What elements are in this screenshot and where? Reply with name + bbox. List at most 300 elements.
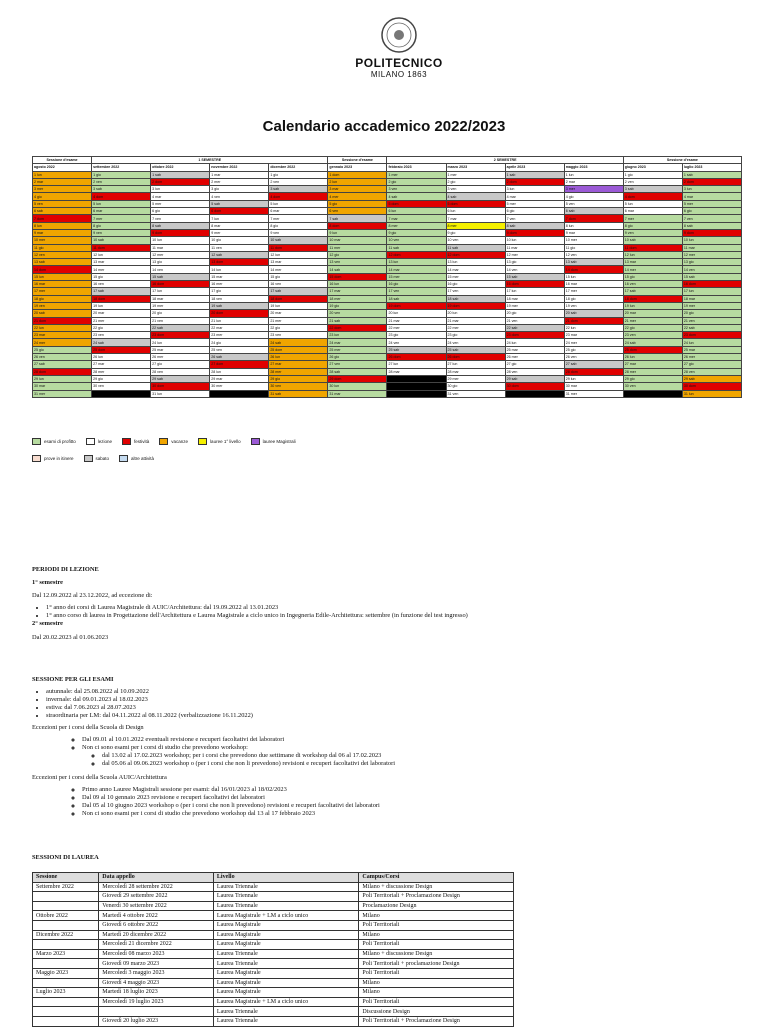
calendar-day-cell: 16 dom	[682, 281, 741, 288]
calendar-day-cell: 23 lun	[328, 332, 387, 339]
table-cell: Proclamazione Design	[359, 901, 514, 911]
sem2-heading: 2° semestre	[32, 620, 64, 627]
table-cell	[33, 940, 99, 950]
calendar-day-cell: 27 lun	[387, 361, 446, 368]
calendar-day-cell: 14 dom	[564, 266, 623, 273]
table-cell: Laurea Triennale	[213, 959, 358, 969]
calendar-day-cell: 20 lun	[446, 310, 505, 317]
legend-swatch	[119, 455, 128, 462]
calendar-day-cell: 8 gio	[92, 222, 151, 229]
table-cell: Poli Territoriali + Proclamazione Design	[359, 1016, 514, 1026]
calendar-day-cell: 5 mer	[505, 200, 564, 207]
calendar-day-cell: 1 lun	[564, 171, 623, 178]
calendar-day-cell: 25 mer	[328, 346, 387, 353]
calendar-day-cell: 4 sab	[387, 193, 446, 200]
table-cell: Mercoledì 28 settembre 2022	[99, 882, 214, 892]
table-cell: Giovedì 6 ottobre 2022	[99, 920, 214, 930]
calendar-day-cell: 20 lun	[387, 310, 446, 317]
calendar-day-cell: 15 sab	[682, 273, 741, 280]
table-cell: Poli Territoriali	[359, 997, 514, 1007]
calendar-day-cell: 3 ven	[387, 186, 446, 193]
calendar-day-cell: 20 gio	[682, 310, 741, 317]
list-item: ◦ Dal 09 al 10 gennaio 2023 revisione e recuperi facoltativi dei laboratori	[82, 794, 732, 802]
calendar-day-cell: 4 sab	[446, 193, 505, 200]
calendar-day-cell: 5 dom	[387, 200, 446, 207]
calendar-day-cell: 20 ven	[328, 310, 387, 317]
calendar-day-cell: 28 dom	[564, 368, 623, 375]
calendar-day-cell: 8 mer	[446, 222, 505, 229]
calendar-day-cell: 16 dom	[505, 281, 564, 288]
seal-icon	[380, 16, 418, 54]
table-cell: Martedì 20 dicembre 2022	[99, 930, 214, 940]
calendar-day-cell: 19 lun	[269, 302, 328, 309]
table-cell: Laurea Triennale	[213, 892, 358, 902]
calendar-day-cell: 13 lun	[387, 259, 446, 266]
calendar-day-cell: 18 dom	[92, 295, 151, 302]
calendar-day-cell: 20 mar	[623, 310, 682, 317]
table-cell: Mercoledì 3 maggio 2023	[99, 968, 214, 978]
calendar-month-header: ottobre 2022	[151, 164, 210, 171]
legend-label: lezione	[97, 439, 113, 444]
calendar-day-cell: 5 mer	[151, 200, 210, 207]
list-item: • autunnale: dal 25.08.2022 al 10.09.2022	[46, 688, 732, 696]
calendar-day-cell: 6 gio	[682, 208, 741, 215]
calendar-day-cell: 12 ven	[564, 251, 623, 258]
calendar-day-cell: 20 sab	[564, 310, 623, 317]
calendar-day-cell: 19 lun	[92, 302, 151, 309]
calendar-day-cell: 6 gio	[505, 208, 564, 215]
calendar-month-header: agosto 2022	[33, 164, 92, 171]
calendar-day-cell: 28 mar	[446, 368, 505, 375]
calendar-day-cell: 10 ven	[446, 237, 505, 244]
calendar-day-cell: 16 mar	[33, 281, 92, 288]
calendar-day-cell: 6 mar	[623, 208, 682, 215]
calendar-day-cell: 3 lun	[682, 186, 741, 193]
calendar-day-cell: 21 mer	[92, 317, 151, 324]
calendar-day-cell: 17 gio	[210, 288, 269, 295]
calendar-day-cell: 14 dom	[33, 266, 92, 273]
calendar-day-cell: 12 lun	[269, 251, 328, 258]
calendar-day-cell: 2 gio	[446, 178, 505, 185]
calendar-day-cell: 9 dom	[151, 229, 210, 236]
table-cell	[99, 1007, 214, 1017]
calendar-day-cell: 25 ven	[210, 346, 269, 353]
calendar-day-cell: 19 mer	[682, 302, 741, 309]
calendar-day-cell: 16 dom	[151, 281, 210, 288]
calendar-day-cell: 7 sab	[328, 215, 387, 222]
calendar-day-cell: 11 sab	[446, 244, 505, 251]
calendar-day-cell: 1 gio	[623, 171, 682, 178]
calendar-day-cell: 20 dom	[210, 310, 269, 317]
calendar-day-cell: 18 ven	[210, 295, 269, 302]
calendar-day-cell: 2 gio	[387, 178, 446, 185]
calendar-day-cell: 14 mar	[446, 266, 505, 273]
calendar-day-cell: 23 mer	[210, 332, 269, 339]
legend-label: sabato	[95, 456, 110, 461]
list-item: • estiva: dal 7.06.2023 al 28.07.2023	[46, 704, 732, 712]
calendar-day-cell: 9 ven	[269, 229, 328, 236]
calendar-day-cell: 15 gio	[623, 273, 682, 280]
calendar-day-cell: 24 mer	[33, 339, 92, 346]
legend-swatch	[32, 455, 41, 462]
calendar-day-cell: 12 lun	[92, 251, 151, 258]
calendar-day-cell: 8 sab	[682, 222, 741, 229]
academic-calendar-grid	[32, 156, 742, 398]
calendar-day-cell: 4 mar	[151, 193, 210, 200]
calendar-month-header: aprile 2023	[505, 164, 564, 171]
calendar-day-cell	[623, 390, 682, 397]
legend-item	[159, 438, 188, 445]
calendar-day-cell: 8 gio	[623, 222, 682, 229]
calendar-day-cell: 7 dom	[33, 215, 92, 222]
calendar-day-cell: 23 dom	[151, 332, 210, 339]
calendar-day-cell: 19 sab	[210, 302, 269, 309]
calendar-day-cell: 13 mar	[623, 259, 682, 266]
calendar-month-header: settembre 2022	[92, 164, 151, 171]
table-cell	[33, 1007, 99, 1017]
table-row	[33, 930, 514, 940]
calendar-day-cell: 21 dom	[33, 317, 92, 324]
calendar-day-cell: 2 ven	[92, 178, 151, 185]
calendar-day-cell: 6 mar	[269, 208, 328, 215]
calendar-day-cell: 1 mar	[210, 171, 269, 178]
calendar-day-cell: 29 gio	[92, 375, 151, 382]
legend-item	[84, 455, 110, 462]
table-row	[33, 911, 514, 921]
legend-swatch	[86, 438, 95, 445]
calendar-day-cell: 7 dom	[564, 215, 623, 222]
table-cell: Poli Territoriali	[359, 920, 514, 930]
list-item: ◦ dal 05.06 al 09.06.2023 workshop o (per i corsi che non li prevedono) revisioni e recuperi facoltativi dei laboratori	[102, 760, 732, 768]
calendar-day-cell: 25 mar	[682, 346, 741, 353]
calendar-day-cell: 1 gio	[92, 171, 151, 178]
calendar-day-cell: 31 mer	[33, 390, 92, 397]
calendar-day-cell: 13 sab	[33, 259, 92, 266]
table-cell: Ottobre 2022	[33, 911, 99, 921]
table-row	[33, 940, 514, 950]
calendar-day-cell: 1 mer	[387, 171, 446, 178]
calendar-day-cell: 8 mer	[387, 222, 446, 229]
design-sublist	[32, 752, 732, 768]
list-item: • straordinaria per LM: dal 04.11.2022 al 08.11.2022 (verbalizzazione 16.11.2022)	[46, 712, 732, 720]
calendar-day-cell: 25 gio	[33, 346, 92, 353]
calendar-day-cell: 17 lun	[505, 288, 564, 295]
calendar-day-cell: 7 mer	[623, 215, 682, 222]
calendar-day-cell: 28 sab	[328, 368, 387, 375]
calendar-day-cell: 24 ven	[387, 339, 446, 346]
calendar-day-cell: 23 dom	[682, 332, 741, 339]
calendar-day-cell: 30 mer	[210, 383, 269, 390]
calendar-day-cell: 30 ven	[269, 383, 328, 390]
calendar-day-cell: 24 mar	[328, 339, 387, 346]
table-cell: Laurea Triennale	[213, 1007, 358, 1017]
calendar-day-cell: 1 dom	[328, 171, 387, 178]
legend-item	[32, 438, 76, 445]
auic-list	[32, 786, 732, 818]
lauree-heading: SESSIONI DI LAUREA	[32, 854, 99, 861]
calendar-day-cell: 1 gio	[269, 171, 328, 178]
calendar-day-cell: 23 ven	[92, 332, 151, 339]
calendar-day-cell: 26 ven	[564, 354, 623, 361]
calendar-day-cell: 10 mer	[564, 237, 623, 244]
table-row	[33, 997, 514, 1007]
calendar-day-cell: 22 mer	[446, 324, 505, 331]
calendar-day-cell: 9 mer	[210, 229, 269, 236]
calendar-day-cell: 3 sab	[92, 186, 151, 193]
calendar-day-cell: 21 ven	[682, 317, 741, 324]
calendar-day-cell: 12 sab	[210, 251, 269, 258]
calendar-day-cell: 2 ven	[269, 178, 328, 185]
calendar-day-cell: 25 sab	[387, 346, 446, 353]
table-row	[33, 959, 514, 969]
table-row	[33, 920, 514, 930]
calendar-day-cell: 14 mer	[269, 266, 328, 273]
table-cell: Martedì 18 luglio 2023	[99, 988, 214, 998]
calendar-day-cell: 21 mer	[623, 317, 682, 324]
calendar-day-cell: 30 lun	[328, 383, 387, 390]
legend-item	[251, 438, 296, 445]
auic-intro: Eccezioni per i corsi della Scuola AUIC/Architettura	[32, 774, 167, 781]
calendar-day-cell: 13 sab	[564, 259, 623, 266]
legend-swatch	[159, 438, 168, 445]
calendar-day-cell: 22 lun	[33, 324, 92, 331]
table-cell	[33, 1016, 99, 1026]
calendar-day-cell: 22 dom	[328, 324, 387, 331]
calendar-day-cell: 31 ven	[446, 390, 505, 397]
calendar-day-cell: 23 gio	[446, 332, 505, 339]
table-cell: Giovedì 09 marzo 2023	[99, 959, 214, 969]
calendar-day-cell: 17 ven	[446, 288, 505, 295]
calendar-day-cell: 2 dom	[505, 178, 564, 185]
table-header: Campus/Corsi	[359, 873, 514, 883]
calendar-day-cell: 11 dom	[269, 244, 328, 251]
calendar-day-cell: 14 ven	[505, 266, 564, 273]
calendar-day-cell: 29 mer	[446, 375, 505, 382]
calendar-day-cell: 16 ven	[92, 281, 151, 288]
calendar-day-cell: 21 sab	[328, 317, 387, 324]
calendar-day-cell: 30 ven	[92, 383, 151, 390]
table-cell: Milano + discussione Design	[359, 949, 514, 959]
calendar-day-cell: 11 mar	[682, 244, 741, 251]
calendar-day-cell: 6 ven	[328, 208, 387, 215]
calendar-day-cell: 2 mar	[564, 178, 623, 185]
calendar-day-cell: 1 sab	[505, 171, 564, 178]
calendar-day-cell: 29 mar	[210, 375, 269, 382]
calendar-day-cell: 19 ven	[564, 302, 623, 309]
list-item: ◦ Dal 05 al 10 giugno 2023 workshop o (per i corsi che non li prevedono) revisioni e recuperi facoltativi dei laboratori	[82, 802, 732, 810]
table-cell: Poli Territoriali	[359, 968, 514, 978]
calendar-day-cell	[387, 375, 446, 382]
calendar-day-cell: 16 mar	[564, 281, 623, 288]
calendar-day-cell: 24 sab	[269, 339, 328, 346]
calendar-month-header: maggio 2023	[564, 164, 623, 171]
calendar-day-cell: 20 sab	[33, 310, 92, 317]
calendar-day-cell: 1 mer	[446, 171, 505, 178]
table-cell: Giovedì 4 maggio 2023	[99, 978, 214, 988]
calendar-day-cell: 6 sab	[564, 208, 623, 215]
calendar-day-cell: 8 lun	[564, 222, 623, 229]
calendar-day-cell: 3 gio	[210, 186, 269, 193]
calendar-day-cell: 3 sab	[269, 186, 328, 193]
calendar-day-cell: 9 dom	[682, 229, 741, 236]
calendar-day-cell: 9 mar	[564, 229, 623, 236]
page-title: Calendario accademico 2022/2023	[262, 118, 506, 135]
calendar-day-cell	[505, 390, 564, 397]
list-item: ◦ dal 13.02 al 17.02.2023 workshop; per i corsi che prevedono due settimane di workshop dal 06 al 17.02.2023	[102, 752, 732, 760]
calendar-day-cell: 15 gio	[92, 273, 151, 280]
calendar-day-cell: 6 sab	[33, 208, 92, 215]
calendar-day-cell: 23 mar	[33, 332, 92, 339]
calendar-day-cell: 27 sab	[564, 361, 623, 368]
calendar-day-cell: 8 sab	[505, 222, 564, 229]
calendar-day-cell: 26 sab	[210, 354, 269, 361]
calendar-day-cell: 11 mar	[505, 244, 564, 251]
calendar-day-cell: 17 sab	[623, 288, 682, 295]
table-cell: Laurea Magistrale + LM a ciclo unico	[213, 997, 358, 1007]
calendar-day-cell: 21 mar	[387, 317, 446, 324]
table-row	[33, 968, 514, 978]
periodi-heading: PERIODI DI LEZIONE	[32, 566, 99, 573]
calendar-day-cell: 10 sab	[269, 237, 328, 244]
calendar-day-cell: 26 mer	[505, 354, 564, 361]
calendar-month-header: luglio 2023	[682, 164, 741, 171]
calendar-day-cell: 3 sab	[623, 186, 682, 193]
legend-swatch	[32, 438, 41, 445]
calendar-day-cell: 25 dom	[623, 346, 682, 353]
table-cell: Discussione Design	[359, 1007, 514, 1017]
calendar-day-cell: 14 mer	[623, 266, 682, 273]
calendar-day-cell: 29 lun	[564, 375, 623, 382]
table-cell: Marzo 2023	[33, 949, 99, 959]
calendar-day-cell: 25 mar	[151, 346, 210, 353]
logo-line2: MILANO 1863	[370, 70, 428, 79]
legend-label: vacanze	[171, 439, 189, 444]
calendar-day-cell: 11 gio	[33, 244, 92, 251]
calendar-day-cell: 15 lun	[33, 273, 92, 280]
sem1-list	[32, 604, 732, 620]
calendar-day-cell	[92, 390, 151, 397]
calendar-day-cell: 11 dom	[92, 244, 151, 251]
calendar-day-cell: 26 gio	[328, 354, 387, 361]
table-row	[33, 1007, 514, 1017]
calendar-day-cell: 3 ven	[446, 186, 505, 193]
calendar-day-cell: 13 gio	[505, 259, 564, 266]
table-cell: Milano	[359, 911, 514, 921]
calendar-day-cell: 4 dom	[92, 193, 151, 200]
calendar-day-cell: 9 ven	[623, 229, 682, 236]
calendar-day-cell: 29 lun	[33, 375, 92, 382]
table-cell	[33, 901, 99, 911]
calendar-day-cell: 18 gio	[564, 295, 623, 302]
calendar-day-cell: 24 sab	[92, 339, 151, 346]
calendar-day-cell: 10 lun	[151, 237, 210, 244]
calendar-day-cell: 24 lun	[151, 339, 210, 346]
calendar-day-cell: 24 mer	[564, 339, 623, 346]
calendar-day-cell: 31 sab	[269, 390, 328, 397]
calendar-day-cell: 24 lun	[505, 339, 564, 346]
calendar-day-cell: 9 mar	[33, 229, 92, 236]
calendar-day-cell: 25 mar	[505, 346, 564, 353]
calendar-day-cell: 30 dom	[505, 383, 564, 390]
calendar-day-cell: 24 lun	[682, 339, 741, 346]
politecnico-logo	[354, 16, 444, 96]
calendar-group-header: Sessione d'esame	[328, 157, 387, 164]
table-cell: Poli Territoriali + proclamazione Design	[359, 959, 514, 969]
calendar-day-cell: 19 ven	[33, 302, 92, 309]
list-item: ◦ Primo anno Lauree Magistrali sessione per esami: dal 16/01/2023 al 18/02/2023	[82, 786, 732, 794]
legend-label: lauree Magistrali	[262, 439, 296, 444]
calendar-day-cell: 29 sab	[151, 375, 210, 382]
calendar-day-cell: 28 dom	[33, 368, 92, 375]
legend-item	[32, 455, 74, 462]
calendar-day-cell: 16 gio	[446, 281, 505, 288]
calendar-day-cell: 22 sab	[151, 324, 210, 331]
table-cell	[33, 997, 99, 1007]
table-cell: Milano	[359, 988, 514, 998]
calendar-day-cell: 28 mer	[92, 368, 151, 375]
calendar-day-cell: 15 lun	[564, 273, 623, 280]
table-cell: Milano + discussione Design	[359, 882, 514, 892]
calendar-day-cell: 4 gio	[564, 193, 623, 200]
calendar-day-cell: 5 lun	[623, 200, 682, 207]
calendar-day-cell: 5 dom	[446, 200, 505, 207]
table-cell: Settembre 2022	[33, 882, 99, 892]
calendar-day-cell: 12 gio	[328, 251, 387, 258]
list-item: • 1° anno dei corsi di Laurea Magistrale di AUIC/Architettura: dal 19.09.2022 al 13.01.2023	[46, 604, 732, 612]
calendar-day-cell: 30 mar	[564, 383, 623, 390]
calendar-day-cell: 19 mer	[151, 302, 210, 309]
calendar-day-cell: 29 dom	[328, 375, 387, 382]
calendar-day-cell: 29 sab	[682, 375, 741, 382]
calendar-day-cell: 28 lun	[210, 368, 269, 375]
list-item: ◦ Non ci sono esami per i corsi di studio che prevedono workshop dal 13 al 17 febbraio 2023	[82, 810, 732, 818]
calendar-day-cell: 28 mer	[269, 368, 328, 375]
calendar-day-cell: 3 lun	[505, 186, 564, 193]
legend-label: prove in itinere	[44, 456, 74, 461]
calendar-day-cell: 7 ven	[682, 215, 741, 222]
legend-label: altre attività	[131, 456, 155, 461]
calendar-day-cell: 9 dom	[505, 229, 564, 236]
table-cell: Laurea Magistrale	[213, 968, 358, 978]
calendar-day-cell: 19 gio	[328, 302, 387, 309]
calendar-day-cell: 27 lun	[446, 361, 505, 368]
calendar-day-cell: 25 dom	[269, 346, 328, 353]
calendar-day-cell: 15 mar	[210, 273, 269, 280]
table-cell: Laurea Triennale	[213, 949, 358, 959]
legend-item	[119, 455, 154, 462]
calendar-day-cell: 27 mar	[269, 361, 328, 368]
calendar-day-cell: 9 gio	[446, 229, 505, 236]
calendar-day-cell: 21 mer	[269, 317, 328, 324]
calendar-day-cell: 4 dom	[269, 193, 328, 200]
calendar-day-cell: 22 gio	[623, 324, 682, 331]
calendar-day-cell: 26 ven	[33, 354, 92, 361]
calendar-day-cell: 18 dom	[623, 295, 682, 302]
calendar-day-cell: 22 gio	[92, 324, 151, 331]
calendar-day-cell: 12 lun	[623, 251, 682, 258]
calendar-day-cell: 23 mar	[564, 332, 623, 339]
calendar-day-cell: 4 gio	[33, 193, 92, 200]
calendar-day-cell: 22 sab	[682, 324, 741, 331]
calendar-day-cell: 29 gio	[623, 375, 682, 382]
calendar-day-cell: 19 dom	[446, 302, 505, 309]
calendar-day-cell: 15 gio	[269, 273, 328, 280]
calendar-day-cell: 10 sab	[623, 237, 682, 244]
calendar-day-cell: 5 sab	[210, 200, 269, 207]
calendar-day-cell: 15 mer	[387, 273, 446, 280]
calendar-day-cell: 23 ven	[623, 332, 682, 339]
list-item: ◦ Dal 09.01 al 10.01.2022 eventuali revisione e recuperi facoltativi dei laboratori	[82, 736, 732, 744]
